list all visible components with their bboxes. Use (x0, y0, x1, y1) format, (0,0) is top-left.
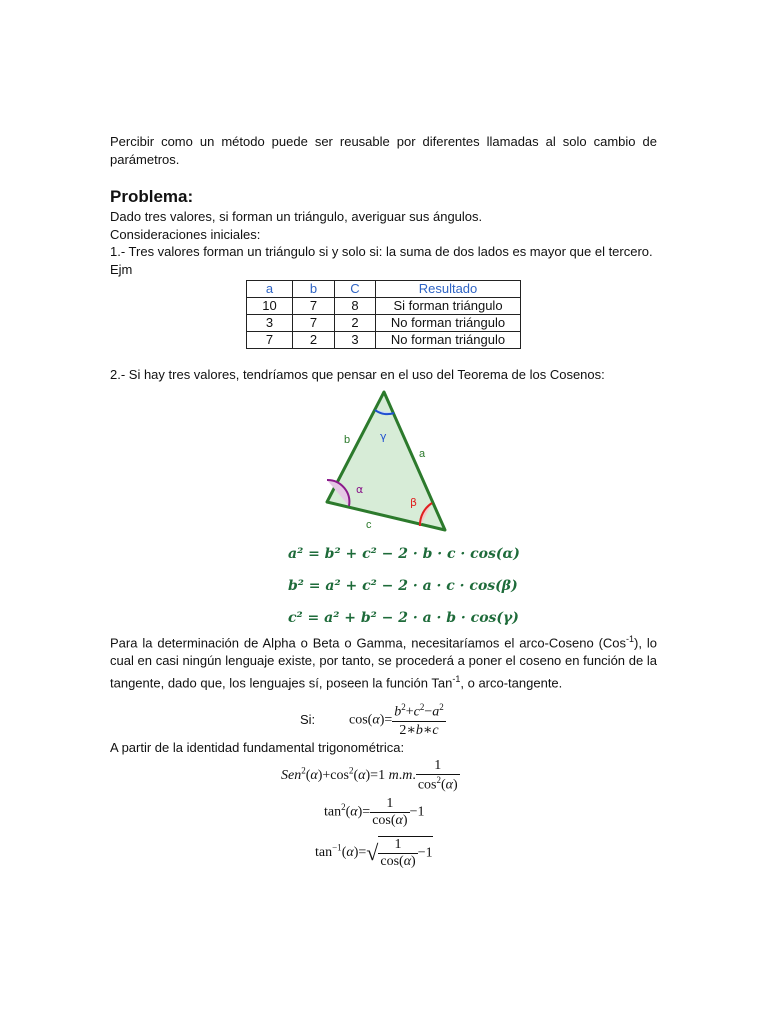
para2-after: , o arco-tangente. (460, 675, 563, 691)
example-label: Ejm (110, 262, 133, 277)
problem-statement: Dado tres valores, si forman un triángulo, averiguar sus ángulos. (110, 209, 483, 224)
table-cell: 2 (335, 315, 376, 332)
side-c-label: c (366, 519, 372, 531)
arctan-formula: $\tan^{-1}(\alpha)=√$ $\frac{1}{\cos(\alpha)}$ −1 (315, 837, 433, 869)
para2-mid: ), lo cual en casi ningún lenguaje existe, por tanto, se procederá a poner el coseno en función de la tangente, dado que, los lenguajes sí, poseen la función Tan (110, 635, 657, 691)
identity-intro: A partir de la identidad fundamental trigonométrica: (110, 740, 405, 755)
si-label: Si: (300, 712, 316, 727)
triangle-examples-table (246, 280, 521, 349)
table-header-row (247, 281, 521, 298)
table-cell: No forman triángulo (376, 315, 521, 332)
initial-considerations-label: Consideraciones iniciales: (110, 227, 261, 242)
table-header: b (293, 281, 335, 298)
table-cell: No forman triángulo (376, 332, 521, 349)
cosine-law-formula-a: a² = b² + c² − 2 · b · c · cos(α) (288, 546, 520, 562)
side-b-label: b (344, 434, 351, 446)
table-row (247, 315, 521, 332)
identity-formula: $Sen^2(\alpha)+\cos^2(\alpha)=1$ m.m. $\frac{1}{\cos^2(\alpha)}$ (281, 758, 458, 793)
beta-label: β (410, 496, 418, 509)
gamma-label: γ (380, 430, 387, 443)
table-header: C (335, 281, 376, 298)
cosine-law-formula-c: c² = a² + b² − 2 · a · b · cos(γ) (288, 610, 519, 626)
table-row (247, 298, 521, 315)
point-2-text: 2.- Si hay tres valores, tendríamos que pensar en el uso del Teorema de los Cosenos: (110, 367, 605, 382)
tan-squared-formula: $\tan^2(\alpha)=$ $\frac{1}{\cos(\alpha)}$ −1 (324, 796, 425, 828)
side-a-label: a (419, 448, 426, 460)
table-cell: 2 (293, 332, 335, 349)
table-cell: Si forman triángulo (376, 298, 521, 315)
intro-paragraph: Percibir como un método puede ser reusable por diferentes llamadas al solo cambio de parámetros. (110, 134, 657, 167)
triangle-figure (318, 388, 458, 538)
table-header: a (247, 281, 293, 298)
table-header: Resultado (376, 281, 521, 298)
cosine-law-formula-b: b² = a² + c² − 2 · a · c · cos(β) (288, 578, 518, 594)
problem-heading: Problema: (110, 187, 194, 206)
table-cell: 10 (247, 298, 293, 315)
table-row (247, 332, 521, 349)
table-cell: 3 (335, 332, 376, 349)
alpha-label: α (356, 483, 364, 496)
arc-cosine-paragraph (110, 630, 657, 693)
table-cell: 7 (247, 332, 293, 349)
table-cell: 7 (293, 298, 335, 315)
consideration-1: 1.- Tres valores forman un triángulo si y solo si: la suma de dos lados es mayor que el tercero. (110, 244, 653, 259)
para2-before: Para la determinación de Alpha o Beta o Gamma, necesitaríamos el arco-Coseno (Cos (110, 635, 627, 651)
para2-sup2: -1 (452, 674, 461, 685)
table-cell: 3 (247, 315, 293, 332)
table-cell: 7 (293, 315, 335, 332)
table-cell: 8 (335, 298, 376, 315)
cos-alpha-formula: cos(α)= $\frac{b^2+c^2-a^2}{2∗b∗c}$ (349, 702, 444, 738)
para2-sup1: -1 (626, 634, 635, 644)
